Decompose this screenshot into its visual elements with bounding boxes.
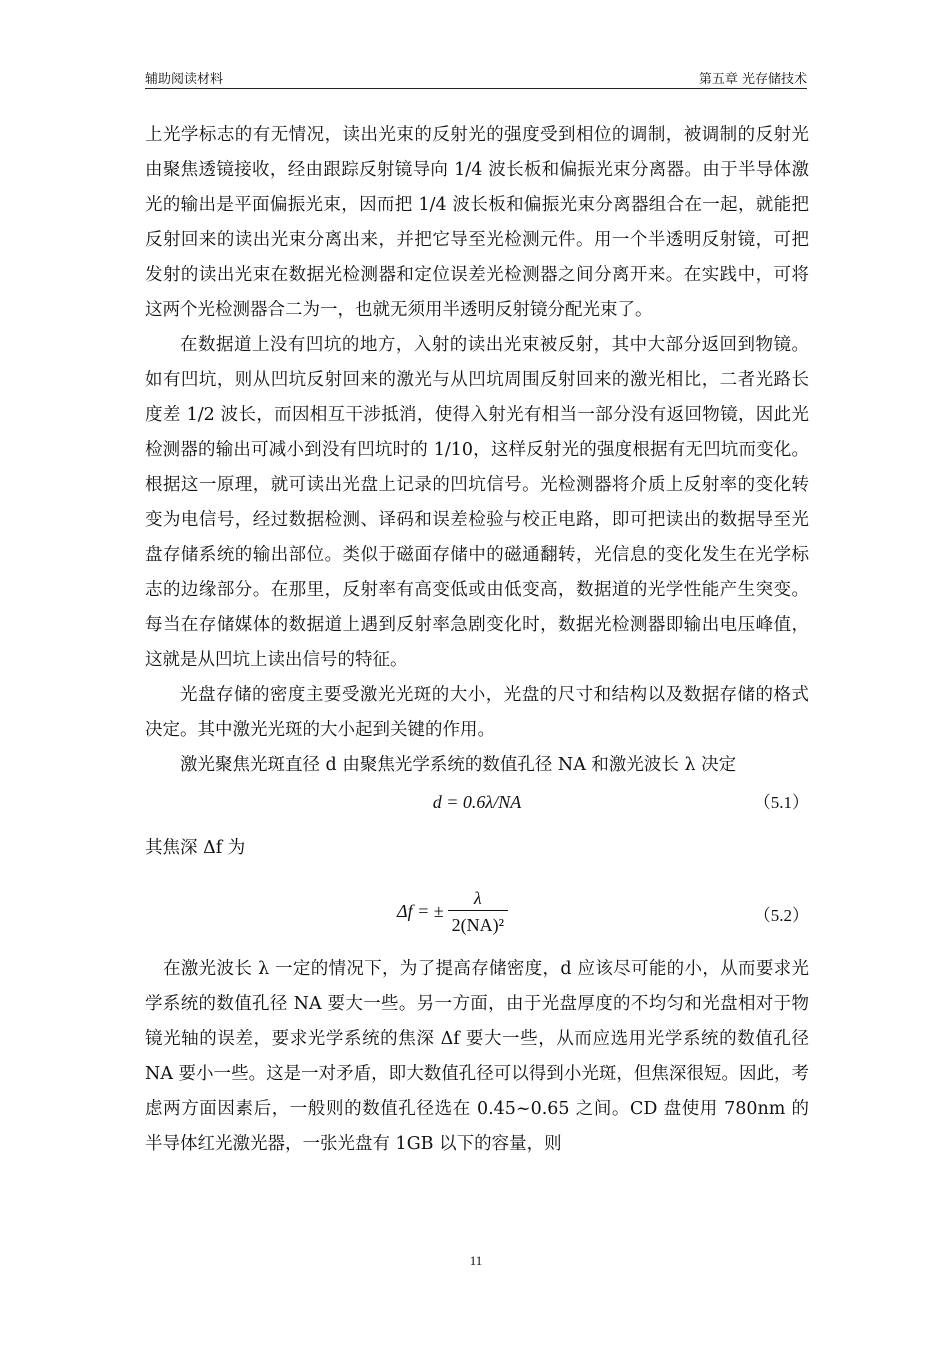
paragraph-1: 上光学标志的有无情况，读出光束的反射光的强度受到相位的调制，被调制的反射光由聚焦透镜接收，经由跟踪反射镜导向 1/4 波长板和偏振光束分离器。由于半导体激光的输出是平面偏振光束，因而把 1/4 波长板和偏振光束分离器组合在一起，就能把反射回来的读出光束分离出来，并把它导至光检测元件。用一个半透明反射镜，可把发射的读出光束在数据光检测器和定位误差光检测器之间分离开来。在实践中，可将这两个光检测器合二为一，也就无须用半透明反射镜分配光束了。 (145, 125, 809, 320)
page-body (145, 118, 809, 1162)
paragraph-2: 在数据道上没有凹坑的地方，入射的读出光束被反射，其中大部分返回到物镜。如有凹坑，则从凹坑反射回来的激光与从凹坑周围反射回来的激光相比，二者光路长度差 1/2 波长，而因相互干涉抵消，使得入射光有相当一部分没有返回物镜，因此光检测器的输出可减小到没有凹坑时的 1/10，这样反射光的强度根据有无凹坑而变化。根据这一原理，就可读出光盘上记录的凹坑信号。光检测器将介质上反射率的变化转变为电信号，经过数据检测、译码和误差检验与校正电路，即可把读出的数据导至光盘存储系统的输出部位。类似于磁面存储中的磁通翻转，光信息的变化发生在光学标志的边缘部分。在那里，反射率有高变低或由低变高，数据道的光学性能产生突变。每当在存储媒体的数据道上遇到反射率急剧变化时，数据光检测器即输出电压峰值，这就是从凹坑上读出信号的特征。 (145, 335, 809, 670)
header-chapter-title: 第五章 光存储技术 (698, 72, 807, 87)
paragraph-3: 光盘存储的密度主要受激光光斑的大小，光盘的尺寸和结构以及数据存储的格式决定。其中激光光斑的大小起到关键的作用。 (145, 685, 809, 740)
equation-5-2-expression (397, 880, 508, 942)
page-number: 11 (469, 1253, 483, 1268)
page-header (145, 66, 807, 89)
equation-5-2-lhs: Δf = ± (397, 900, 444, 921)
header-left-title: 辅助阅读材料 (145, 72, 224, 87)
equation-5-1-number: （5.1） (753, 793, 809, 812)
equation-5-1-expression: d = 0.6λ/NA (432, 792, 522, 812)
equation-5-1 (145, 785, 809, 823)
equation-5-2-fraction (448, 886, 508, 937)
paragraph-6: 在激光波长 λ 一定的情况下，为了提高存储密度，d 应该尽可能的小，从而要求光学系统的数值孔径 NA 要大一些。另一方面，由于光盘厚度的不均匀和光盘相对于物镜光轴的误差，要求光学系统的焦深 Δf 要大一些，从而应选用光学系统的数值孔径 NA 要小一些。这是一对矛盾，即大数值孔径可以得到小光斑，但焦深很短。因此，考虑两方面因素后，一般则的数值孔径选在 0.45~0.65 之间。CD 盘使用 780nm 的半导体红光激光器，一张光盘有 1GB 以下的容量，则 (145, 959, 809, 1154)
equation-5-2-number: （5.2） (753, 906, 809, 925)
paragraph-4: 激光聚焦光斑直径 d 由聚焦光学系统的数值孔径 NA 和激光波长 λ 决定 (180, 755, 737, 775)
equation-5-2-numerator: λ (473, 887, 482, 908)
equation-5-2-denominator: 2(NA)² (448, 910, 508, 937)
equation-5-2 (145, 880, 809, 942)
paragraph-5: 其焦深 Δf 为 (145, 838, 246, 858)
